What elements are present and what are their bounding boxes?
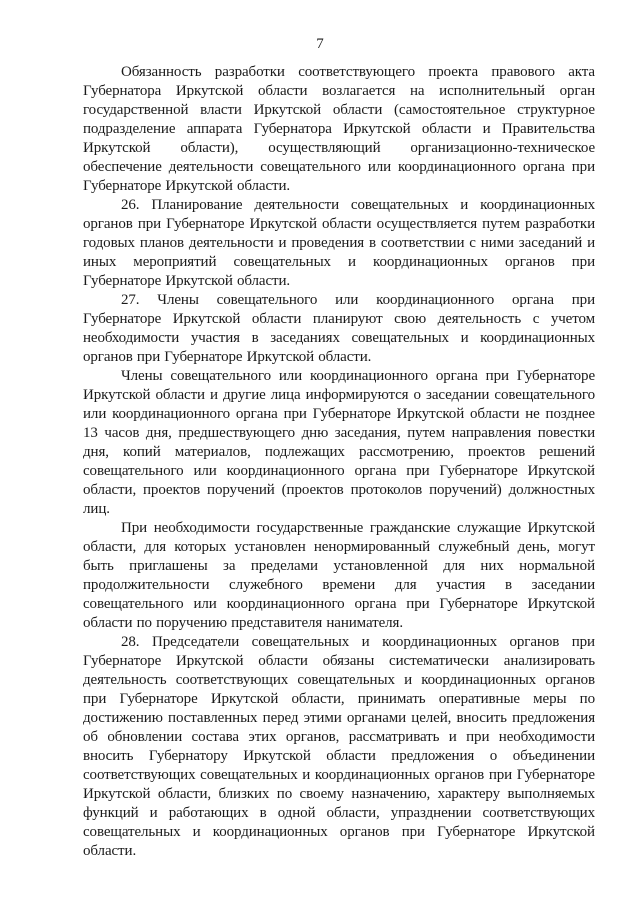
paragraph-item-26: 26. Планирование деятельности совещательных и координационных органов при Губернаторе Иркутской области осуществляется путем разработки годовых планов деятельности и проведения в соответствии с ними заседаний и иных мероприятий совещательных и координационных органов при Губернаторе Иркутской области. (83, 197, 595, 289)
paragraph-notification: Члены совещательного или координационного органа при Губернаторе Иркутской области и другие лица информируются о заседании совещательного или координационного органа при Губернаторе Иркутской области не позднее 13 часов дня, предшествующего дню заседания, путем направления повестки дня, копий материалов, подлежащих рассмотрению, проектов решений совещательного или координационного органа при Губернаторе Иркутской области, проектов поручений (проектов протоколов поручений) должностных лиц. (83, 368, 595, 517)
paragraph-invitation: При необходимости государственные гражданские служащие Иркутской области, для которых установлен ненормированный служебный день, могут быть приглашены за пределами установленной для них нормальной продолжительности служебного времени для участия в заседании совещательного или координационного органа при Губернаторе Иркутской области по поручению представителя нанимателя. (83, 520, 595, 631)
document-body (83, 63, 595, 861)
page-number: 7 (316, 36, 324, 52)
paragraph-item-27: 27. Члены совещательного или координационного органа при Губернаторе Иркутской области планируют свою деятельность с учетом необходимости участия в заседаниях совещательных и координационных органов при Губернаторе Иркутской области. (83, 292, 595, 365)
paragraph-item-28: 28. Председатели совещательных и координационных органов при Губернаторе Иркутской области обязаны систематически анализировать деятельность соответствующих совещательных и координационных органов при Губернаторе Иркутской области, принимать оперативные меры по достижению поставленных перед этими органами целей, вносить предложения об обновлении состава этих органов, рассматривать и при необходимости вносить Губернатору Иркутской области предложения о объединении соответствующих совещательных и координационных органов при Губернаторе Иркутской области, близких по своему назначению, характеру выполняемых функций и работающих в одной области, упразднении соответствующих совещательных и координационных органов при Губернаторе Иркутской области. (83, 634, 595, 859)
paragraph-responsibility: Обязанность разработки соответствующего проекта правового акта Губернатора Иркутской области возлагается на исполнительный орган государственной власти Иркутской области (самостоятельное структурное подразделение аппарата Губернатора Иркутской области и Правительства Иркутской области), осуществляющий организационно-техническое обеспечение деятельности совещательного или координационного органа при Губернаторе Иркутской области. (83, 64, 595, 194)
